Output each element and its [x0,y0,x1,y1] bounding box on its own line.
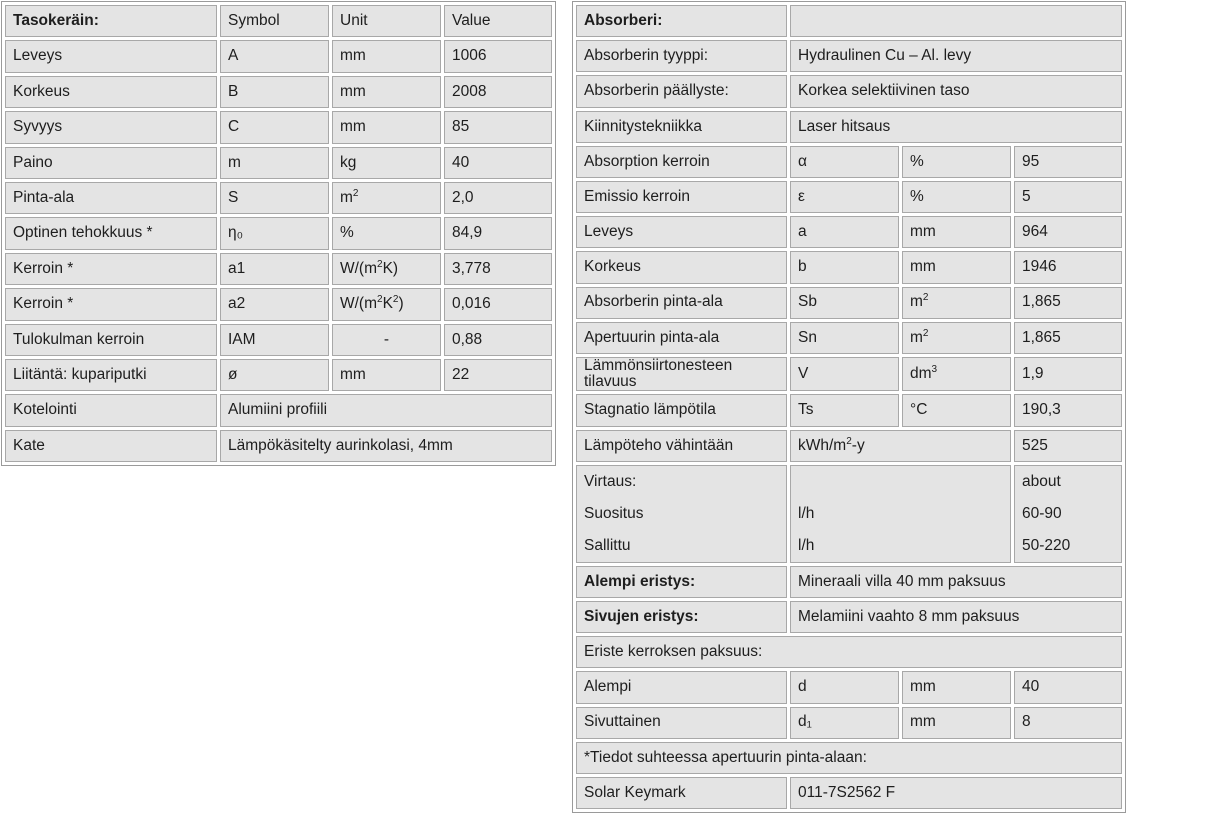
row-symbol: α [790,146,899,178]
row-symbol: η₀ [220,217,329,249]
table-row [5,324,552,356]
table-row [5,430,552,462]
table-row [576,601,1122,633]
row-value: 85 [444,111,552,143]
row-unit: mm [902,707,1011,739]
row-value: Laser hitsaus [790,111,1122,143]
row-name: Stagnatio lämpötila [576,394,787,426]
row-symbol: A [220,40,329,72]
virtaus-about: about [1022,472,1061,490]
table-row [5,217,552,249]
row-name: Pinta-ala [5,182,217,214]
row-symbol: B [220,76,329,108]
row-unit: mm [902,251,1011,283]
row-name: Leveys [5,40,217,72]
row-value: 1946 [1014,251,1122,283]
row-unit: % [902,146,1011,178]
row-unit: mm [902,671,1011,703]
table-row [576,181,1122,213]
row-name: Syvyys [5,111,217,143]
row-value: Korkea selektiivinen taso [790,75,1122,107]
row-name: Apertuurin pinta-ala [576,322,787,354]
table-row [576,357,1122,392]
row-symbol: ø [220,359,329,391]
table-row [576,394,1122,426]
row-value: 1,865 [1014,322,1122,354]
row-value: 2,0 [444,182,552,214]
table-row [5,253,552,285]
row-name: Optinen tehokkuus * [5,217,217,249]
row-name: Tulokulman kerroin [5,324,217,356]
virtaus-values [1014,465,1122,563]
row-symbol: ε [790,181,899,213]
row-name: Kiinnitystekniikka [576,111,787,143]
row-symbol: b [790,251,899,283]
row-value: 95 [1014,146,1122,178]
row-unit: $W/(m^2K)$ [332,253,441,285]
row-symbol: Sn [790,322,899,354]
header-symbol: Symbol [220,5,329,37]
suositus-value: 60-90 [1022,504,1062,522]
table-header-row [5,5,552,37]
table-row [576,636,1122,668]
row-unit: mm [332,111,441,143]
header-name: Tasokeräin: [5,5,217,37]
row-value: 3,778 [444,253,552,285]
sallittu-value: 50-220 [1022,536,1071,554]
row-name: Sivujen eristys: [576,601,787,633]
table-row [576,322,1122,354]
row-value: 0,016 [444,288,552,320]
row-name: Kerroin * [5,288,217,320]
suositus-label: Suositus [584,504,644,522]
row-unit: mm [332,76,441,108]
row-value: 40 [1014,671,1122,703]
row-value: 40 [444,147,552,179]
table-row [576,75,1122,107]
row-value: Mineraali villa 40 mm paksuus [790,566,1122,598]
row-unit: $m^2$ [332,182,441,214]
row-value: 190,3 [1014,394,1122,426]
row-unit: % [902,181,1011,213]
sallittu-unit: l/h [798,536,815,554]
row-unit: $m^2$ [902,287,1011,319]
virtaus-labels [576,465,787,563]
row-value: 1,865 [1014,287,1122,319]
row-name: Lämmönsiirtonesteen tilavuus [576,357,787,392]
row-name: Absorberin pinta-ala [576,287,787,319]
row-unit: - [332,324,441,356]
virtaus-label: Virtaus: [584,472,637,490]
row-name: Paino [5,147,217,179]
row-unit: % [332,217,441,249]
table-row [576,287,1122,319]
row-symbol: V [790,357,899,392]
row-symbol: S [220,182,329,214]
row-unit: $W/(m^2K^2)$ [332,288,441,320]
table-row [5,288,552,320]
virtaus-units [790,465,1011,563]
table-row [5,40,552,72]
header-unit: Unit [332,5,441,37]
header-name: Absorberi: [576,5,787,37]
table-row [576,671,1122,703]
table-row [576,146,1122,178]
row-unit: $dm^3$ [902,357,1011,392]
table-row [576,251,1122,283]
row-name: Solar Keymark [576,777,787,809]
row-name: Kerroin * [5,253,217,285]
row-name: Kate [5,430,217,462]
absorber-spec-table [572,1,1126,813]
row-unit: mm [332,40,441,72]
row-symbol: d [790,671,899,703]
row-value: 8 [1014,707,1122,739]
row-unit: $m^2$ [902,322,1011,354]
row-name: Emissio kerroin [576,181,787,213]
row-value: 1006 [444,40,552,72]
row-value: 011-7S2562 F [790,777,1122,809]
row-symbol: a [790,216,899,248]
table-row [576,566,1122,598]
table-row [5,111,552,143]
row-name: Kotelointi [5,394,217,426]
sallittu-label: Sallittu [584,536,631,554]
row-unit: °C [902,394,1011,426]
row-name: Leveys [576,216,787,248]
row-name: Absorption kerroin [576,146,787,178]
row-value: 0,88 [444,324,552,356]
row-name: Sivuttainen [576,707,787,739]
collector-spec-table [1,1,556,466]
row-symbol: Sb [790,287,899,319]
row-symbol: a2 [220,288,329,320]
row-value: 964 [1014,216,1122,248]
row-symbol: IAM [220,324,329,356]
row-value: 84,9 [444,217,552,249]
table-row [576,777,1122,809]
row-symbol: Ts [790,394,899,426]
row-name: Lämpöteho vähintään [576,430,787,462]
row-symbol: C [220,111,329,143]
row-value: 2008 [444,76,552,108]
header-empty [790,5,1122,37]
row-unit: mm [332,359,441,391]
row-unit: kWh/$m^2-y$ [790,430,1011,462]
row-value: Melamiini vaahto 8 mm paksuus [790,601,1122,633]
row-name: Alempi [576,671,787,703]
table-row [576,742,1122,774]
row-symbol: d₁ [790,707,899,739]
row-value: 525 [1014,430,1122,462]
row-name: Alempi eristys: [576,566,787,598]
row-unit: mm [902,216,1011,248]
table-row [576,40,1122,72]
row-symbol: m [220,147,329,179]
suositus-unit: l/h [798,504,815,522]
row-name: Absorberin päällyste: [576,75,787,107]
table-row [576,707,1122,739]
table-header-row [576,5,1122,37]
table-row [576,216,1122,248]
row-name: Liitäntä: kupariputki [5,359,217,391]
row-value: Lämpökäsitelty aurinkolasi, 4mm [220,430,552,462]
table-row [5,147,552,179]
footnote: *Tiedot suhteessa apertuurin pinta-alaan: [576,742,1122,774]
table-row [576,111,1122,143]
header-value: Value [444,5,552,37]
row-value: Alumiini profiili [220,394,552,426]
row-symbol: a1 [220,253,329,285]
table-row-virtaus [576,465,1122,563]
row-name: Korkeus [5,76,217,108]
row-name: Korkeus [576,251,787,283]
row-value: 5 [1014,181,1122,213]
table-row [5,182,552,214]
row-value: 1,9 [1014,357,1122,392]
table-row [5,394,552,426]
section-heading: Eriste kerroksen paksuus: [576,636,1122,668]
row-unit: kg [332,147,441,179]
table-row [5,359,552,391]
table-row [576,430,1122,462]
row-name: Absorberin tyyppi: [576,40,787,72]
row-value: 22 [444,359,552,391]
table-row [5,76,552,108]
row-value: Hydraulinen Cu – Al. levy [790,40,1122,72]
